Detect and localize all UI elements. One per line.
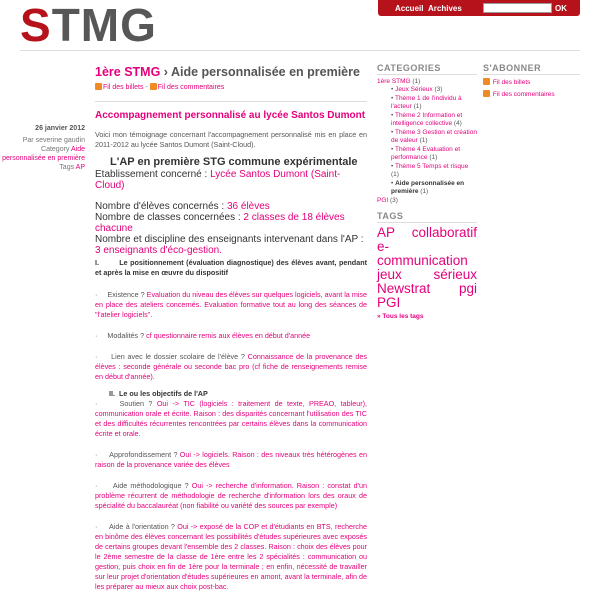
section-2-text: Le ou les objectifs de l'AP bbox=[119, 389, 208, 398]
tag-link[interactable]: PGI bbox=[377, 295, 401, 310]
tag-cloud bbox=[377, 226, 477, 310]
category-link[interactable]: Jeux Sérieux bbox=[395, 86, 433, 93]
logo-first-letter: S bbox=[20, 0, 52, 51]
category-link[interactable]: Thème 5 Temps et risque bbox=[394, 163, 469, 170]
category-item-current bbox=[391, 180, 477, 196]
category-item bbox=[377, 197, 477, 205]
item-label: Lien avec le dossier scolaire de l'élève ? bbox=[111, 352, 245, 361]
category-link[interactable]: Thème 3 Gestion et création de valeur bbox=[391, 129, 477, 144]
list-item: · Existence ? Evaluation du niveau des élèves sur quelques logiciels, avant la mise en place des ateliers concernés. Evaluation formative tout au long des séances de "l'atelier logiciels". bbox=[95, 290, 367, 319]
tag-row bbox=[377, 240, 477, 268]
category-list bbox=[377, 78, 477, 205]
etab-label: Etablissement concerné : bbox=[95, 169, 208, 180]
category-link[interactable]: PGI bbox=[377, 197, 389, 204]
sidebar-subscribe bbox=[483, 64, 580, 102]
main-content bbox=[95, 64, 367, 600]
item-label: Approfondissement ? bbox=[109, 450, 178, 459]
post-author: Par severine gaudin bbox=[22, 137, 85, 144]
page-title bbox=[95, 64, 367, 80]
post-tags bbox=[0, 163, 85, 172]
section-2-number: II. bbox=[109, 389, 115, 398]
category-item bbox=[377, 78, 477, 196]
category-count: (1) bbox=[413, 103, 422, 110]
all-tags-label: Tous les tags bbox=[382, 313, 424, 320]
subscribe-comments-label: Fil des commentaires bbox=[492, 91, 555, 98]
nb-eleves-value: 36 élèves bbox=[226, 201, 270, 212]
page-feeds bbox=[95, 83, 367, 93]
content-divider bbox=[95, 101, 367, 102]
list-item: · Aide méthodologique ? Oui -> recherche d'information. Raison : constat d'un problème récurrent de méthodologie de recherche d'information lors des oraux de spécialité du baccalauréat (non fiabilité ou variété des sources par exemple) bbox=[95, 481, 367, 510]
tag-link[interactable]: Newstrat bbox=[377, 281, 431, 296]
feed-separator: - bbox=[143, 84, 150, 91]
category-link[interactable]: Thème 2 Information et intelligence collective bbox=[391, 112, 463, 127]
list-item: · Lien avec le dossier scolaire de l'élève ? Connaissance de la provenance des élèves : seconde générale ou seconde bac pro (cf fiche de renseignements remise en début d'année). bbox=[95, 352, 367, 381]
sidebar-categories bbox=[377, 64, 477, 321]
nb-eleves-line bbox=[95, 201, 367, 212]
category-current[interactable]: Aide personnalisée en première bbox=[391, 180, 465, 195]
logo-rest: TMG bbox=[51, 0, 157, 51]
tag-link[interactable]: pgi bbox=[458, 281, 477, 296]
item-label: Modalités ? bbox=[107, 331, 145, 340]
tag-link[interactable]: jeux bbox=[377, 267, 402, 282]
feed-comments-link[interactable]: Fil des commentaires bbox=[157, 84, 225, 91]
tag-row bbox=[377, 296, 477, 310]
category-count: (1) bbox=[412, 78, 421, 85]
breadcrumb-current: Aide personnalisée en première bbox=[170, 65, 360, 79]
categories-heading: CATEGORIES bbox=[377, 64, 477, 75]
site-logo[interactable] bbox=[20, 0, 157, 51]
nb-classes-label: Nombre de classes concernées : bbox=[95, 212, 241, 223]
category-count: (1) bbox=[419, 137, 428, 144]
rss-icon bbox=[150, 83, 157, 90]
item-text: Oui -> recherche d'information. Raison : constat d'un problème récurrent de méthodologie de recherche d'information lors des oraux de spécialité du baccalauréat (non fiabilité ou variété des sources par exemple) bbox=[95, 481, 367, 510]
subcategory-list bbox=[377, 86, 477, 196]
section-2-heading bbox=[109, 389, 367, 399]
post-category bbox=[0, 145, 85, 163]
tag-link[interactable]: collaboratif bbox=[411, 225, 477, 240]
post-title[interactable]: Accompagnement personnalisé au lycée Santos Dumont bbox=[95, 110, 366, 121]
search-button[interactable]: OK bbox=[555, 4, 567, 13]
nb-classes-value: 2 classes de 18 élèves chacune bbox=[95, 212, 345, 234]
subscribe-comments[interactable] bbox=[483, 90, 580, 99]
category-item bbox=[391, 146, 477, 162]
nb-classes-line bbox=[95, 212, 367, 234]
category-item bbox=[391, 86, 477, 94]
category-item bbox=[391, 112, 477, 128]
item-label: Aide méthodologique ? bbox=[112, 481, 189, 490]
item-text: Connaissance de la provenance des élèves : seconde générale ou seconde bac pro (cf fiche de renseignements remise en début d'année). bbox=[95, 352, 367, 381]
category-link[interactable]: 1ère STMG bbox=[377, 78, 411, 85]
section-1-heading bbox=[95, 258, 367, 278]
item-text: cf questionnaire remis aux élèves en début d'année bbox=[146, 331, 311, 340]
list-item: · Soutien ? Oui -> TIC (logiciels : traitement de texte, PREAO, tableur), communication orale et écrite. Raison : des disparités concernant l'utilisation des TIC et des difficultés récurrentes rencontrées par certains élèves dans la communication écrite et orale. bbox=[95, 399, 367, 438]
list-item: · Approfondissement ? Oui -> logiciels. Raison : des niveaux très hétérogènes en raison de la provenance variée des élèves bbox=[95, 450, 367, 469]
category-count: (1) bbox=[429, 154, 438, 161]
etab-line bbox=[95, 169, 367, 191]
list-item: · Aide à l'orientation ? Oui -> exposé de la COP et d'étudiants en BTS, recherche en binôme des élèves concernant les possibilités d'études supérieures avec exposés de certains groupes devant l'ensemble des 2 classes. Raison : choix des élèves pour le 2ème semestre de la classe de 1ère entre les 2 spécialités : communication ou gestion, puis choix en fin de 1ère pour la terminale ; en enfin, nécessité de travailler sur leur projet d'orientation d'études supérieures en amont, avant la terminale, afin de les préparer au mieux aux choix post-bac. bbox=[95, 522, 367, 591]
etab-value: Lycée Santos Dumont (Saint-Cloud) bbox=[95, 169, 341, 191]
search-input[interactable] bbox=[483, 3, 552, 13]
category-count: (1) bbox=[420, 188, 429, 195]
category-link[interactable]: Aide personnalisée en première bbox=[2, 146, 85, 162]
rss-icon bbox=[483, 78, 490, 85]
item-text: Oui -> exposé de la COP et d'étudiants en BTS, recherche en binôme des élèves concernant les possibilités d'études supérieures avec exposés de certains groupes devant l'ensemble des 2 classes. Raison : choix des élèves pour le 2ème semestre de la classe de 1ère entre les 2 spécialités : communication ou gestion, puis choix en fin de 1ère pour la terminale ; en enfin, nécessité de travailler sur leur projet d'orientation d'études supérieures en amont, avant la terminale, afin de les préparer au mieux aux choix post-bac. bbox=[95, 522, 367, 591]
item-label: Existence ? bbox=[107, 290, 145, 299]
tags-label: Tags bbox=[59, 164, 75, 171]
category-item bbox=[391, 95, 477, 111]
tag-link[interactable]: e-communication bbox=[377, 239, 468, 268]
enseignants-label: Nombre et discipline des enseignants intervenant dans l'AP : bbox=[95, 234, 364, 245]
all-tags-link[interactable]: » Tous les tags bbox=[377, 313, 424, 320]
nav-home-link[interactable]: Accueil bbox=[395, 4, 424, 13]
tags-heading: TAGS bbox=[377, 212, 477, 223]
category-count: (1) bbox=[391, 171, 399, 178]
breadcrumb-separator: › bbox=[163, 65, 168, 79]
category-count: (4) bbox=[453, 120, 462, 127]
subscribe-posts[interactable] bbox=[483, 78, 580, 87]
category-item bbox=[391, 163, 477, 179]
category-link[interactable]: Thème 1 de l'individu à l'acteur bbox=[391, 95, 462, 110]
subscribe-posts-label: Fil des billets bbox=[492, 79, 531, 86]
tag-link[interactable]: AP bbox=[377, 225, 396, 240]
category-label: Category bbox=[41, 146, 70, 153]
tag-row bbox=[377, 282, 477, 296]
section-1-number: I. bbox=[95, 258, 99, 267]
rss-icon bbox=[95, 83, 102, 90]
item-label: Aide à l'orientation ? bbox=[109, 522, 175, 531]
post-date: 26 janvier 2012 bbox=[35, 125, 85, 132]
enseignants-line bbox=[95, 234, 367, 256]
post-meta bbox=[0, 124, 85, 172]
tag-link[interactable]: sérieux bbox=[433, 267, 477, 282]
category-item bbox=[391, 129, 477, 145]
item-text: Oui -> TIC (logiciels : traitement de texte, PREAO, tableur), communication orale et écrite. Raison : des disparités concernant l'utilisation des TIC et des difficultés récurrentes rencontrées par certains élèves dans la communication écrite et orale. bbox=[95, 399, 367, 438]
item-label: Soutien ? bbox=[119, 399, 153, 408]
enseignants-value: 3 enseignants d'éco-gestion. bbox=[95, 245, 222, 256]
feed-posts-link[interactable]: Fil des billets bbox=[103, 84, 144, 91]
item-text: Oui -> logiciels. Raison : des niveaux très hétérogènes en raison de la provenance variée des élèves bbox=[95, 450, 367, 469]
nav-archives-link[interactable]: Archives bbox=[428, 4, 462, 13]
category-count: (3) bbox=[434, 86, 443, 93]
item-text: Evaluation du niveau des élèves sur quelques logiciels, avant la mise en place des ateliers concernés. Evaluation formative tout au long des séances de "l'atelier logiciels". bbox=[95, 290, 367, 319]
tag-link-ap[interactable]: AP bbox=[75, 164, 85, 171]
ap-heading: L'AP en première STG commune expérimentale bbox=[110, 156, 358, 168]
category-count: (3) bbox=[390, 197, 398, 204]
section-1-text: Le positionnement (évaluation diagnostique) des élèves avant, pendant et après la mise en œuvre du dispositif bbox=[95, 258, 367, 277]
category-link[interactable]: Thème 4 Evaluation et performance bbox=[391, 146, 461, 161]
post-intro: Voici mon témoignage concernant l'accompagnement personnalisé mis en place en 2011-2012 au lycée Santos Dumont (Saint-Cloud). bbox=[95, 130, 367, 149]
nb-eleves-label: Nombre d'élèves concernés : bbox=[95, 201, 225, 212]
tag-row bbox=[377, 226, 477, 240]
subscribe-heading: S'ABONNER bbox=[483, 64, 580, 75]
list-item: · Modalités ? cf questionnaire remis aux élèves en début d'année bbox=[95, 331, 311, 340]
rss-icon bbox=[483, 90, 490, 97]
breadcrumb-parent-link[interactable]: 1ère STMG bbox=[95, 65, 161, 79]
tag-row bbox=[377, 268, 477, 282]
header-divider bbox=[20, 50, 580, 51]
